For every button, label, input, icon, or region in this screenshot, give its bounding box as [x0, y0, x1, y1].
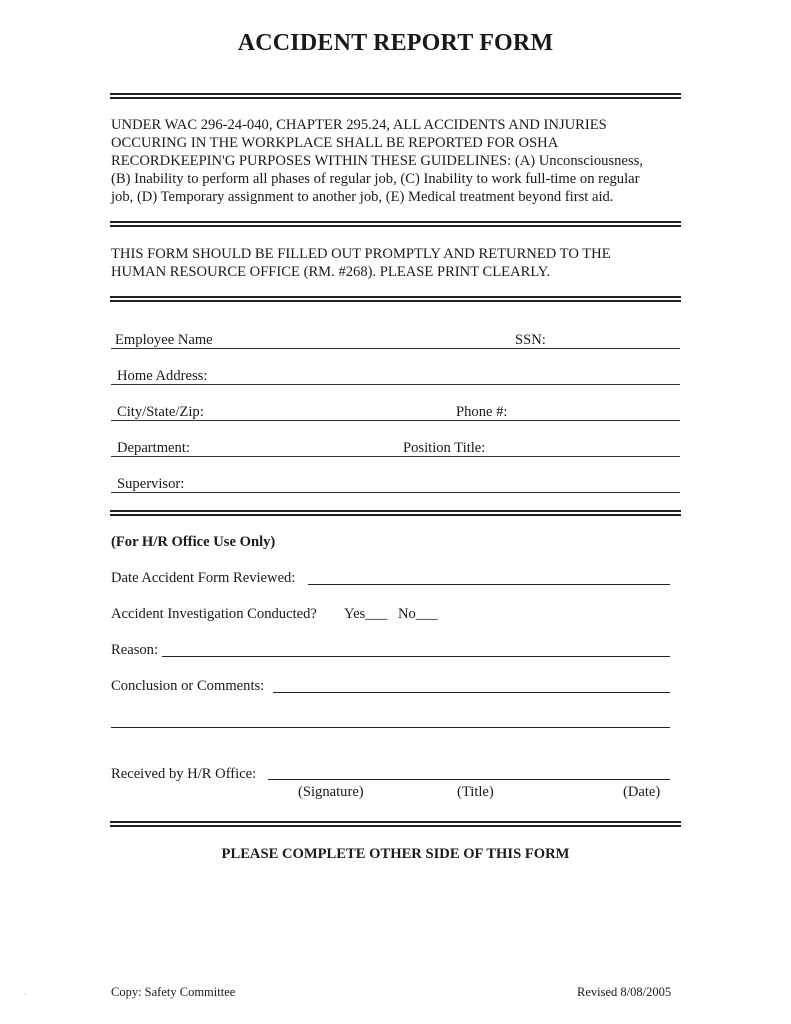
date-reviewed-label: Date Accident Form Reviewed:: [111, 570, 296, 586]
reason-field[interactable]: [162, 656, 670, 657]
page-title: ACCIDENT REPORT FORM: [237, 30, 554, 56]
double-rule: [110, 510, 681, 516]
reason-label: Reason:: [111, 642, 159, 658]
ssn-label: SSN:: [515, 332, 546, 348]
conclusion-label: Conclusion or Comments:: [111, 678, 265, 694]
signature-caption: (Signature): [298, 784, 364, 800]
hr-section-heading: (For H/R Office Use Only): [111, 534, 276, 550]
double-rule: [110, 221, 681, 227]
instructions-line: THIS FORM SHOULD BE FILLED OUT PROMPTLY AND RETURNED TO THE: [111, 246, 611, 262]
complete-other-side-notice: PLEASE COMPLETE OTHER SIDE OF THIS FORM: [221, 846, 570, 862]
date-caption: (Date): [623, 784, 661, 800]
instructions-paragraph: [111, 245, 686, 281]
city-state-zip-field[interactable]: [111, 420, 680, 421]
title-caption: (Title): [457, 784, 494, 800]
position-title-label: Position Title:: [403, 440, 486, 456]
intro-line: RECORDKEEPIN'G PURPOSES WITHIN THESE GUIDELINES: (A) Unconsciousness,: [111, 153, 643, 169]
intro-line: OCCURING IN THE WORKPLACE SHALL BE REPORTED FOR OSHA: [111, 135, 559, 151]
double-rule: [110, 296, 681, 302]
employee-name-field[interactable]: [111, 348, 680, 349]
footer-copy: Copy: Safety Committee: [111, 985, 236, 999]
received-by-field[interactable]: [268, 779, 670, 780]
instructions-line: HUMAN RESOURCE OFFICE (RM. #268). PLEASE PRINT CLEARLY.: [111, 264, 551, 280]
investigation-no[interactable]: No___: [398, 606, 438, 622]
investigation-yes[interactable]: Yes___: [344, 606, 388, 622]
conclusion-field-extra-line[interactable]: [111, 727, 670, 728]
footer-revised: Revised 8/08/2005: [577, 985, 672, 999]
phone-label: Phone #:: [456, 404, 508, 420]
intro-line: job, (D) Temporary assignment to another job, (E) Medical treatment beyond first aid.: [111, 189, 614, 205]
home-address-label: Home Address:: [117, 368, 208, 384]
double-rule: [110, 93, 681, 99]
date-reviewed-field[interactable]: [308, 584, 670, 585]
intro-line: (B) Inability to perform all phases of regular job, (C) Inability to work full-time on regular: [111, 171, 640, 187]
supervisor-label: Supervisor:: [117, 476, 185, 492]
city-state-zip-label: City/State/Zip:: [117, 404, 204, 420]
intro-paragraph: [111, 116, 686, 206]
double-rule: [110, 821, 681, 827]
supervisor-field[interactable]: [111, 492, 680, 493]
department-label: Department:: [117, 440, 190, 456]
received-by-label: Received by H/R Office:: [111, 766, 257, 782]
conclusion-field[interactable]: [273, 692, 670, 693]
intro-line: UNDER WAC 296-24-040, CHAPTER 295.24, ALL ACCIDENTS AND INJURIES: [111, 117, 607, 133]
employee-name-label: Employee Name: [115, 332, 213, 348]
watermark-icon: ▫: [24, 992, 27, 998]
investigation-label: Accident Investigation Conducted?: [111, 606, 317, 622]
home-address-field[interactable]: [111, 384, 680, 385]
department-field[interactable]: [111, 456, 680, 457]
